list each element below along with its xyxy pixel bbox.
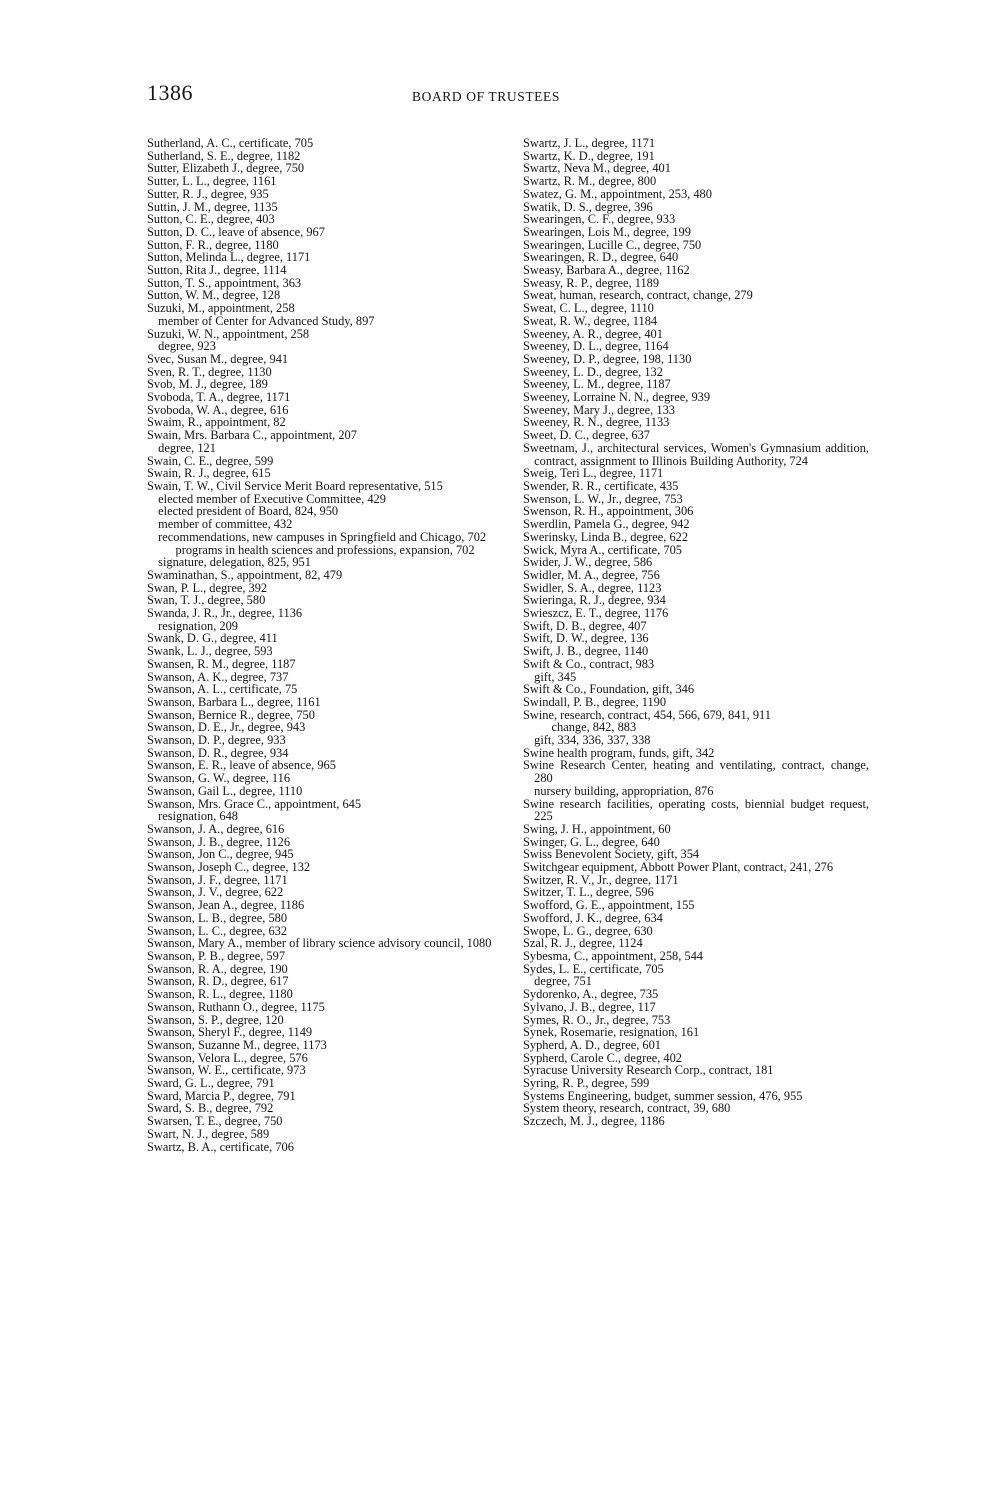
index-entry: Swine Research Center, heating and ventilating, contract, change, 280 (523, 758, 869, 786)
index-entry: Sypherd, A. D., degree, 601 (523, 1037, 661, 1052)
index-entry: Sydorenko, A., degree, 735 (523, 987, 659, 1002)
index-entry: Swearingen, R. D., degree, 640 (523, 250, 679, 265)
index-entry: Swanson, S. P., degree, 120 (147, 1012, 284, 1027)
index-entry: Sutton, Rita J., degree, 1114 (147, 263, 287, 278)
index-entry: Swanda, J. R., Jr., degree, 1136 (147, 606, 303, 621)
index-entry: elected president of Board, 824, 950 (158, 504, 339, 519)
index-entry: Sward, G. L., degree, 791 (147, 1076, 275, 1091)
index-entry: Swanson, A. L., certificate, 75 (147, 682, 298, 697)
index-entry: elected member of Executive Committee, 429 (158, 491, 386, 506)
index-entry: Sward, S. B., degree, 792 (147, 1101, 274, 1116)
index-entry: Sweeney, L. D., degree, 132 (523, 364, 663, 379)
index-entry: Swearingen, C. F., degree, 933 (523, 212, 676, 227)
index-entry: Swiss Benevolent Society, gift, 354 (523, 847, 700, 862)
index-entry: Sutter, R. J., degree, 935 (147, 186, 269, 201)
index-entry: Swanson, W. E., certificate, 973 (147, 1063, 306, 1078)
index-entry: Sweig, Teri L., degree, 1171 (523, 466, 664, 481)
index-entry: Swartz, R. M., degree, 800 (523, 174, 657, 189)
index-entry: Sutton, F. R., degree, 1180 (147, 237, 279, 252)
index-entry: gift, 334, 336, 337, 338 (534, 733, 651, 748)
index-entry: Switzer, T. L., degree, 596 (523, 885, 654, 900)
index-entry: Swanson, Mary A., member of library science advisory council, 1080 (147, 936, 492, 951)
index-entry: Swanson, Bernice R., degree, 750 (147, 707, 315, 722)
index-entry: Swenson, L. W., Jr., degree, 753 (523, 491, 683, 506)
index-entry: Swanson, J. F., degree, 1171 (147, 872, 288, 887)
index-column-left (147, 137, 493, 1153)
index-entry: Svoboda, W. A., degree, 616 (147, 402, 289, 417)
index-entry: Swofford, J. K., degree, 634 (523, 910, 663, 925)
index-entry: Sweet, D. C., degree, 637 (523, 428, 650, 443)
index-entry: programs in health sciences and professions, expansion, 702 (175, 542, 475, 557)
page-number: 1386 (147, 80, 193, 105)
index-entry: Swanson, J. V., degree, 622 (147, 885, 284, 900)
index-entry: Swanson, Jean A., degree, 1186 (147, 898, 305, 913)
index-entry: Swender, R. R., certificate, 435 (523, 478, 679, 493)
index-entry: Suzuki, M., appointment, 258 (147, 301, 295, 316)
index-entry: Swieszcz, E. T., degree, 1176 (523, 606, 669, 621)
index-entry: Szczech, M. J., degree, 1186 (523, 1114, 665, 1129)
index-entry: Swanson, Suzanne M., degree, 1173 (147, 1037, 327, 1052)
index-entry: Swan, P. L., degree, 392 (147, 580, 268, 595)
index-entry: Swanson, Ruthann O., degree, 1175 (147, 999, 325, 1014)
index-entry: member of committee, 432 (158, 517, 293, 532)
index-entry: Swatez, G. M., appointment, 253, 480 (523, 186, 712, 201)
index-entry: Swank, L. J., degree, 593 (147, 644, 273, 659)
index-entry: Swartz, K. D., degree, 191 (523, 148, 655, 163)
index-entry: Sweeney, R. N., degree, 1133 (523, 415, 670, 430)
index-entry: Svoboda, T. A., degree, 1171 (147, 390, 291, 405)
index-entry: Swine health program, funds, gift, 342 (523, 745, 715, 760)
index-entry: nursery building, appropriation, 876 (534, 783, 714, 798)
index-entry: Swanson, Gail L., degree, 1110 (147, 783, 303, 798)
index-entry: Sweat, C. L., degree, 1110 (523, 301, 654, 316)
index-entry: Swerdlin, Pamela G., degree, 942 (523, 517, 690, 532)
index-entry: Swan, T. J., degree, 580 (147, 593, 266, 608)
index-entry: Swanson, Barbara L., degree, 1161 (147, 694, 321, 709)
index-entry: Swanson, D. R., degree, 934 (147, 745, 289, 760)
index-entry: Swanson, E. R., leave of absence, 965 (147, 758, 336, 773)
running-title: BOARD OF TRUSTEES (412, 89, 560, 104)
index-entry: Sward, Marcia P., degree, 791 (147, 1088, 296, 1103)
index-entry: Swick, Myra A., certificate, 705 (523, 542, 682, 557)
index-entry: Swieringa, R. J., degree, 934 (523, 593, 666, 608)
index-entry: Swearingen, Lucille C., degree, 750 (523, 237, 702, 252)
index-entry: Sydes, L. E., certificate, 705 (523, 961, 664, 976)
index-entry: Sweat, R. W., degree, 1184 (523, 313, 658, 328)
index-entry: Swartz, J. L., degree, 1171 (523, 136, 656, 150)
index-entry: Swanson, P. B., degree, 597 (147, 949, 286, 963)
index-entry: Swaim, R., appointment, 82 (147, 415, 286, 430)
index-entry: Sutton, W. M., degree, 128 (147, 288, 281, 303)
index-entry: Sutton, T. S., appointment, 363 (147, 275, 302, 290)
index-entry: Swain, R. J., degree, 615 (147, 466, 271, 481)
index-entry: Symes, R. O., Jr., degree, 753 (523, 1012, 671, 1027)
index-entry: Swanson, Sheryl F., degree, 1149 (147, 1025, 313, 1040)
index-entry: Sutton, D. C., leave of absence, 967 (147, 224, 325, 239)
index-entry: recommendations, new campuses in Springfield and Chicago, 702 (158, 529, 487, 544)
index-entry: Sypherd, Carole C., degree, 402 (523, 1050, 682, 1065)
index-entry: System theory, research, contract, 39, 680 (523, 1101, 731, 1116)
index-entry: Swain, C. E., degree, 599 (147, 453, 274, 468)
index-entry: Swanson, Joseph C., degree, 132 (147, 860, 311, 875)
index-entry: Swanson, J. A., degree, 616 (147, 821, 285, 836)
index-entry: Sweasy, Barbara A., degree, 1162 (523, 263, 690, 278)
index-entry: Suzuki, W. N., appointment, 258 (147, 326, 310, 341)
index-entry: member of Center for Advanced Study, 897 (158, 313, 375, 328)
index-entry: Swine, research, contract, 454, 566, 679, 841, 911 (523, 707, 771, 722)
index-column-right (523, 137, 869, 1128)
index-entry: resignation, 209 (158, 618, 238, 633)
index-entry: Swidler, S. A., degree, 1123 (523, 580, 662, 595)
index-entry: Sutter, L. L., degree, 1161 (147, 174, 277, 189)
index-entry: Sybesma, C., appointment, 258, 544 (523, 949, 703, 963)
index-entry: Swain, T. W., Civil Service Merit Board representative, 515 (147, 478, 443, 493)
index-entry: Swanson, L. C., degree, 632 (147, 923, 288, 938)
index-entry: Swindall, P. B., degree, 1190 (523, 694, 667, 709)
index-entry: Swine research facilities, operating costs, biennial budget request, 225 (523, 796, 869, 824)
index-entry: change, 842, 883 (551, 720, 637, 735)
index-entry: Swider, J. W., degree, 586 (523, 555, 653, 570)
index-entry: Sutton, Melinda L., degree, 1171 (147, 250, 311, 265)
index-entry: Sweasy, R. P., degree, 1189 (523, 275, 660, 290)
index-entry: Switzer, R. V., Jr., degree, 1171 (523, 872, 679, 887)
index-entry: Swidler, M. A., degree, 756 (523, 567, 660, 582)
index-entry: degree, 923 (158, 339, 216, 354)
index-entry: Swanson, Velora L., degree, 576 (147, 1050, 308, 1065)
index-entry: Swanson, A. K., degree, 737 (147, 669, 289, 684)
index-entry: Swart, N. J., degree, 589 (147, 1126, 270, 1141)
index-entry: Suttin, J. M., degree, 1135 (147, 199, 278, 214)
index-entry: Sweeney, A. R., degree, 401 (523, 326, 663, 341)
index-entry: Swearingen, Lois M., degree, 199 (523, 224, 691, 239)
index-entry: Szal, R. J., degree, 1124 (523, 936, 643, 951)
index-entry: Systems Engineering, budget, summer session, 476, 955 (523, 1088, 803, 1103)
index-entry: Swanson, D. E., Jr., degree, 943 (147, 720, 306, 735)
index-entry: Sweeney, L. M., degree, 1187 (523, 377, 671, 392)
index-entry: Swarsen, T. E., degree, 750 (147, 1114, 283, 1129)
index-entry: Swartz, Neva M., degree, 401 (523, 161, 671, 176)
index-entry: Svec, Susan M., degree, 941 (147, 351, 289, 366)
index-entry: Swartz, B. A., certificate, 706 (147, 1139, 294, 1154)
index-entry: Swope, L. G., degree, 630 (523, 923, 653, 938)
index-entry: Swofford, G. E., appointment, 155 (523, 898, 695, 913)
index-entry: Swerinsky, Linda B., degree, 622 (523, 529, 689, 544)
index-entry: Sweetnam, J., architectural services, Women's Gymnasium addition, contract, assignment to Illinois Building Authority, 724 (523, 440, 869, 468)
index-entry: Synek, Rosemarie, resignation, 161 (523, 1025, 700, 1040)
index-entry: Swanson, D. P., degree, 933 (147, 733, 286, 748)
index-entry: Sylvano, J. B., degree, 117 (523, 999, 656, 1014)
index-entry: Swanson, R. D., degree, 617 (147, 974, 289, 989)
index-entry: Sweeney, Mary J., degree, 133 (523, 402, 675, 417)
index-entry: Swank, D. G., degree, 411 (147, 631, 278, 646)
index-entry: Swinger, G. L., degree, 640 (523, 834, 660, 849)
index-entry: Swanson, R. L., degree, 1180 (147, 987, 293, 1002)
index-entry: Swanson, G. W., degree, 116 (147, 771, 291, 786)
index-entry: Sweat, human, research, contract, change, 279 (523, 288, 753, 303)
index-entry: Swift, J. B., degree, 1140 (523, 644, 649, 659)
index-entry: Swift, D. W., degree, 136 (523, 631, 649, 646)
index-entry: Swenson, R. H., appointment, 306 (523, 504, 694, 519)
index-entry: Sven, R. T., degree, 1130 (147, 364, 272, 379)
index-entry: Sutton, C. E., degree, 403 (147, 212, 275, 227)
index-entry: Swanson, R. A., degree, 190 (147, 961, 288, 976)
index-entry: signature, delegation, 825, 951 (158, 555, 311, 570)
index-entry: Switchgear equipment, Abbott Power Plant, contract, 241, 276 (523, 860, 834, 875)
index-entry: Swing, J. H., appointment, 60 (523, 821, 671, 836)
index-entry: Swain, Mrs. Barbara C., appointment, 207 (147, 428, 357, 443)
index-entry: Sweeney, D. P., degree, 198, 1130 (523, 351, 692, 366)
index-entry: Sutherland, A. C., certificate, 705 (147, 136, 314, 150)
index-entry: Swift & Co., contract, 983 (523, 656, 655, 671)
index-entry: degree, 751 (534, 974, 592, 989)
index-entry: Sutter, Elizabeth J., degree, 750 (147, 161, 305, 176)
index-entry: gift, 345 (534, 669, 577, 684)
index-entry: Swanson, L. B., degree, 580 (147, 910, 288, 925)
index-entry: Swift, D. B., degree, 407 (523, 618, 647, 633)
index-entry: Sweeney, Lorraine N. N., degree, 939 (523, 390, 711, 405)
index-entry: Swaminathan, S., appointment, 82, 479 (147, 567, 343, 582)
index-entry: Svob, M. J., degree, 189 (147, 377, 268, 392)
index-entry: Swift & Co., Foundation, gift, 346 (523, 682, 695, 697)
index-entry: Sutherland, S. E., degree, 1182 (147, 148, 301, 163)
index-entry: resignation, 648 (158, 809, 238, 824)
index-entry: Swanson, Mrs. Grace C., appointment, 645 (147, 796, 362, 811)
index-entry: Swanson, Jon C., degree, 945 (147, 847, 294, 862)
index-entry: Syracuse University Research Corp., contract, 181 (523, 1063, 774, 1078)
index-entry: Swatik, D. S., degree, 396 (523, 199, 653, 214)
index-entry: Sweeney, D. L., degree, 1164 (523, 339, 669, 354)
index-entry: Swansen, R. M., degree, 1187 (147, 656, 296, 671)
index-entry: Swanson, J. B., degree, 1126 (147, 834, 291, 849)
index-entry: Syring, R. P., degree, 599 (523, 1076, 650, 1091)
index-entry: degree, 121 (158, 440, 216, 455)
